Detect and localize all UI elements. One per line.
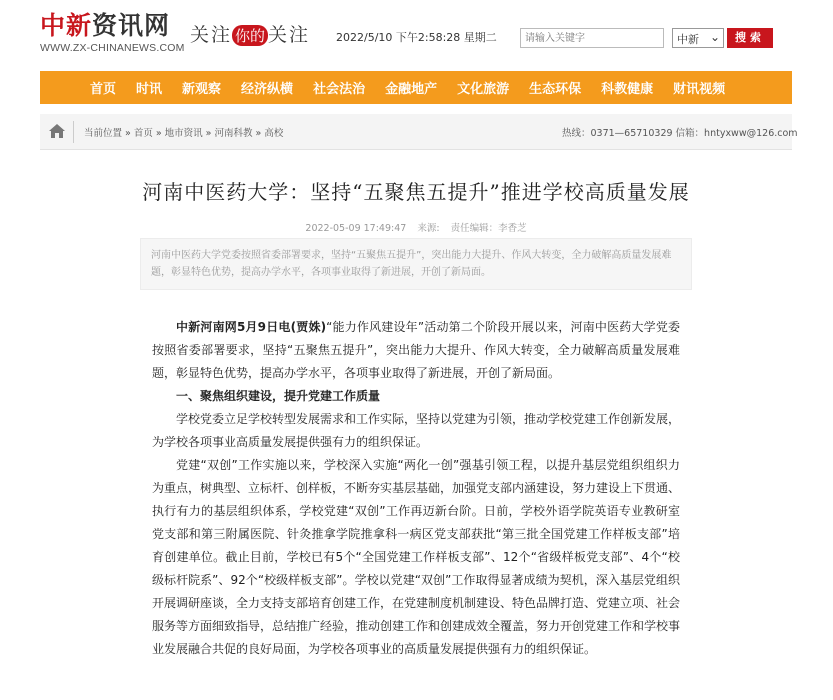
breadcrumb-item[interactable]: 河南科教 <box>214 128 253 139</box>
breadcrumb-separator: » <box>125 128 131 139</box>
article-body <box>152 316 680 661</box>
breadcrumb-item[interactable]: 首页 <box>133 128 153 139</box>
home-icon[interactable] <box>48 122 66 140</box>
breadcrumb-separator: » <box>255 128 262 139</box>
search-input[interactable] <box>520 28 664 48</box>
site-slogan: 关注 你的 关注 <box>190 24 311 46</box>
nav-item[interactable]: 文化旅游 <box>457 82 510 97</box>
paragraph: 学校党委立足学校转型发展需求和工作实际，坚持以党建为引领，推动学校党建工作创新发展，为学校各项事业高质量发展提供强有力的组织保证。 <box>152 412 681 449</box>
divider <box>73 121 74 143</box>
breadcrumb-separator: » <box>205 128 212 139</box>
contact-info: 热线：0371—65710329 信箱：hntyxww@126.com <box>562 128 798 139</box>
nav-item[interactable]: 科教健康 <box>601 82 654 97</box>
paragraph: 中新河南网5月9日电(贾姝)“能力作风建设年”活动第二个阶段开展以来，河南中医药大学党委按照省委部署要求，坚持“五聚焦五提升”，突出能力大提升、作风大转变，全力破解高质量发展难题，彰显特色优势，提高办学水平，各项事业取得了新进展，开创了新局面。 <box>152 320 681 380</box>
article-source: 来源: <box>417 223 440 234</box>
breadcrumb-item: 当前位置 <box>84 128 123 139</box>
breadcrumb-separator: » <box>155 128 162 139</box>
section-heading: 一、聚焦组织建设，提升党建工作质量 <box>176 389 381 403</box>
nav-item[interactable]: 首页 <box>90 82 117 97</box>
site-logo[interactable] <box>40 11 185 58</box>
breadcrumb-item[interactable]: 高校 <box>264 128 284 139</box>
breadcrumb-item[interactable]: 地市资讯 <box>164 128 203 139</box>
dateline: 中新河南网5月9日电(贾姝) <box>176 320 327 334</box>
article-title: 河南中医药大学：坚持“五聚焦五提升”推进学校高质量发展 <box>142 180 690 204</box>
site-header <box>0 0 833 70</box>
article-meta <box>40 220 792 234</box>
main-nav <box>40 71 792 104</box>
nav-item[interactable]: 财讯视频 <box>673 82 726 97</box>
search-scope-select[interactable]: 中新 ⌄ <box>672 28 724 48</box>
article-date: 2022-05-09 17:49:47 <box>305 223 407 234</box>
paragraph: 党建“双创”工作实施以来，学校深入实施“两化一创”强基引领工程，以提升基层党组织组织力为重点，树典型、立标杆、创样板，不断夯实基层基础，加强党支部内涵建设，努力建设上下贯通、执行有力的基层组织体系，学校党建“双创”工作再迈新台阶。日前，学校外语学院英语专业教研室党支部和第三附属医院、针灸推拿学院推拿科一病区党支部获批“第三批全国党建工作样板支部”培育创建单位。截止目前，学校已有5个“全国党建工作样板支部”、12个“省级样板党支部”、4个“校级标杆院系”、92个“校级样板支部”。学校以党建“双创”工作取得显著成绩为契机，深入基层党组织开展调研座谈，全力支持支部培育创建工作，在党建制度机制建设、特色品牌打造、党建立项、社会服务等方面细致指导，总结推广经验，推动创建工作和创建成效全覆盖，努力开创党建工作和学校事业发展融合共促的良好局面，为学校各项事业的高质量发展提供强有力的组织保证。 <box>152 458 681 656</box>
search-button[interactable]: 搜索 <box>727 28 773 48</box>
article-summary: 河南中医药大学党委按照省委部署要求，坚持“五聚焦五提升”，突出能力大提升、作风大转变，全力破解高质量发展难题，彰显特色优势，提高办学水平，各项事业取得了新进展，开创了新局面。 <box>140 238 692 290</box>
breadcrumb-bar <box>40 114 798 150</box>
nav-item[interactable]: 社会法治 <box>313 82 366 97</box>
chevron-down-icon: ⌄ <box>709 30 720 44</box>
nav-item[interactable]: 新观察 <box>182 82 222 97</box>
current-datetime: 2022/5/10 下午2:58:28 星期二 <box>336 31 497 44</box>
logo-url: WWW.ZX-CHINANEWS.COM <box>40 42 185 54</box>
nav-item[interactable]: 金融地产 <box>385 82 438 97</box>
article-editor: 责任编辑：李香芝 <box>450 223 527 234</box>
logo-text: 中新资讯网 <box>40 11 171 40</box>
nav-item[interactable]: 时讯 <box>136 82 163 97</box>
nav-item[interactable]: 经济纵横 <box>241 82 294 97</box>
breadcrumb <box>84 125 283 139</box>
nav-item[interactable]: 生态环保 <box>529 82 582 97</box>
